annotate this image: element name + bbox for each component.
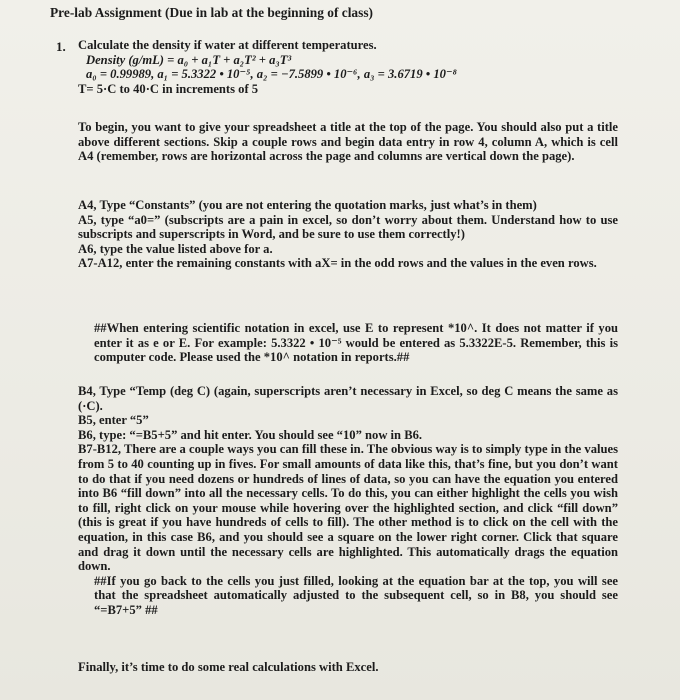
density-equation: Density (g/mL) = a₀ + a₁T + a₂T² + a₃T³ — [86, 52, 292, 67]
closing-paragraph — [78, 660, 618, 675]
b6-instruction: B6, type: “=B5+5” and hit enter. You should see “10” now in B6. — [78, 427, 423, 442]
a6-instruction: A6, type the value listed above for a. — [78, 241, 273, 256]
intro-text: To begin, you want to give your spreadsheet a title at the top of the page. You should also put a title above different sections. Skip a couple rows and begin data entry in row 4, column A, which is cell A4 (remember, rows are horizontal across the page and columns are vertical down the page). — [78, 120, 618, 164]
intro-paragraph — [78, 120, 618, 164]
scientific-notation-note — [78, 321, 618, 365]
column-b-instructions — [78, 384, 618, 618]
finally-text: Finally, it’s time to do some real calculations with Excel. — [78, 660, 379, 674]
temperature-range: T= 5·C to 40·C in increments of 5 — [78, 81, 259, 96]
column-a-instructions — [78, 198, 618, 271]
a5-instruction: A5, type “a0=” (subscripts are a pain in excel, so don’t worry about them. Understand how to use subscripts and superscripts in Word, and be sure to use them correctly!) — [78, 212, 618, 242]
b8-note: ##If you go back to the cells you just filled, looking at the equation bar at the top, you will see that the spreadsheet automatically adjusted to the subsequent cell, so in B8, you should see “=B7+5” ## — [94, 573, 618, 617]
sci-note-text: ##When entering scientific notation in excel, use E to represent *10^. It does not matter if you enter it as e or E. For example: 5.3322 • 10⁻⁵ would be entered as 5.3322E-5. Remember, this is computer code. Please used the *10^ notation in reports.## — [94, 321, 618, 365]
constants-line: a₀ = 0.99989, a₁ = 5.3322 • 10⁻⁵, a₂ = −7.5899 • 10⁻⁶, a₃ = 3.6719 • 10⁻⁸ — [86, 67, 457, 82]
question-heading: Calculate the density if water at different temperatures. — [78, 38, 377, 52]
b4-instruction: B4, Type “Temp (deg C) (again, superscripts aren’t necessary in Excel, so deg C means the same as (·C). — [78, 384, 618, 413]
question-number: 1. — [56, 39, 66, 54]
question-1 — [78, 38, 618, 96]
page-title: Pre-lab Assignment (Due in lab at the beginning of class) — [50, 5, 374, 20]
b5-instruction: B5, enter “5” — [78, 413, 149, 428]
b7-instruction: B7-B12, There are a couple ways you can fill these in. The obvious way is to simply type in the values from 5 to 40 counting up in fives. For small amounts of data like this, that’s fine, but you don’t want to do that if you need dozens or hundreds of lines of data, so you can have the equation you entered into B6 “fill down” into all the necessary cells. To do this, you can either highlight the cells you wish to fill, right click on your mouse while hovering over the highlighted section, and click “fill down” (this is great if you have hundreds of cells to fill). The other method is to click on the cell with the equation, in this case B6, and you should see a square on the lower right corner. Click that square and drag it down until the necessary cells are highlighted. This automatically drags the equation down. — [78, 442, 618, 574]
a7-instruction: A7-A12, enter the remaining constants with aX= in the odd rows and the values in the even rows. — [78, 256, 597, 271]
a4-instruction: A4, Type “Constants” (you are not entering the quotation marks, just what’s in them) — [78, 198, 537, 212]
